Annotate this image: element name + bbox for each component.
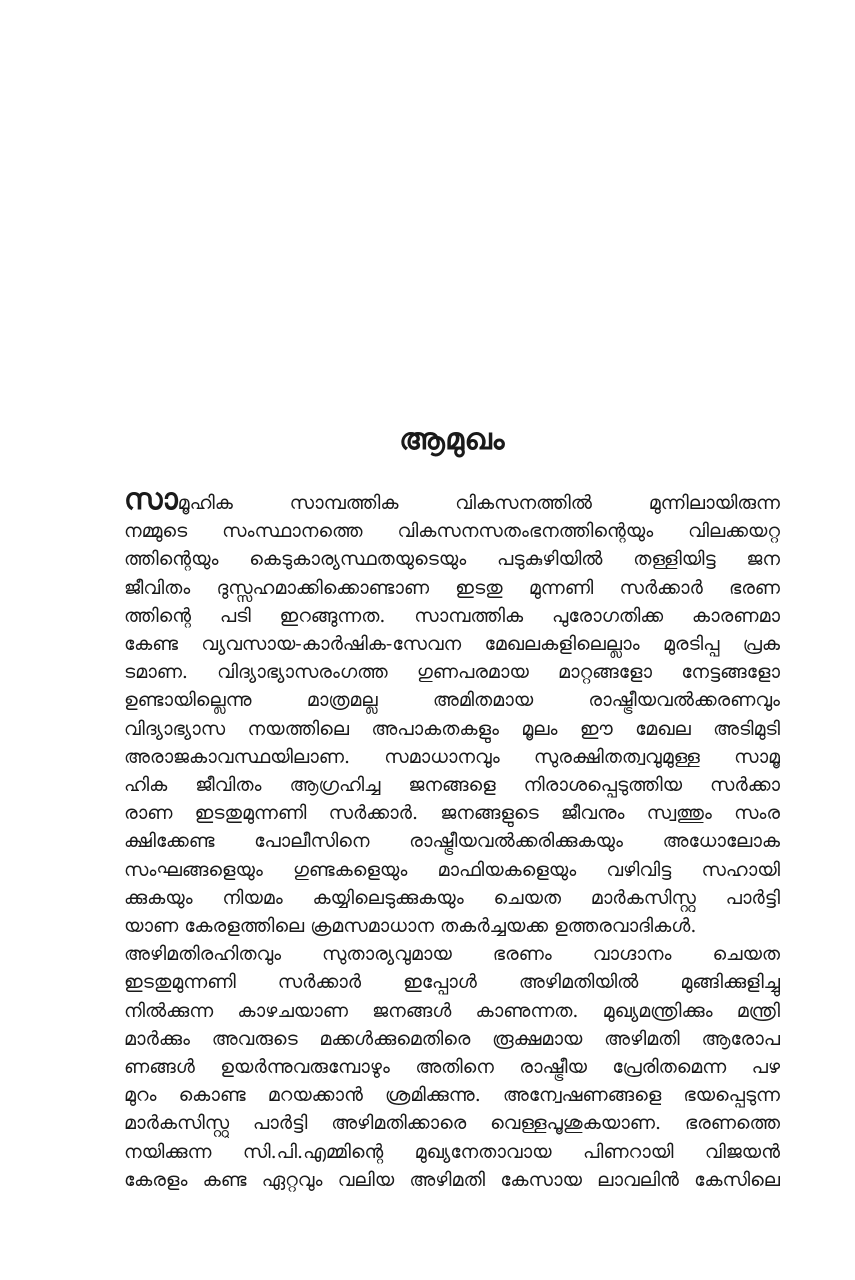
drop-cap: സാ	[124, 486, 178, 517]
text-line: അരാജകാവസ്ഥയിലാണ. സമാധാനവും സുരക്ഷിതത്വവുമുള്ള സാമൂ	[124, 745, 780, 768]
document-page	[124, 420, 780, 1194]
paragraph-1	[124, 486, 780, 940]
text-line: മുറം കൊണ്ട മറയക്കാൻ ശ്രമിക്കുന്നു. അന്വേഷണങ്ങളെ ഭയപ്പെടുന്ന	[124, 1084, 780, 1107]
text-line: നയിക്കുന്ന സി.പി.എമ്മിന്റെ മുഖ്യനേതാവായ പിണറായി വിജയൻ	[124, 1140, 780, 1163]
text-line-content: അഴിമതിരഹിതവും സുതാര്യവുമായ ഭരണം വാഗ്ദാനം ചെയത	[124, 943, 780, 966]
text-line: ക്ഷിക്കേണ്ട പോലീസിനെ രാഷ്ട്രീയവൽക്കരിക്കുകയും അധോലോക	[124, 830, 780, 853]
text-line: മാർകസിസ്റ്റു പാർട്ടി അഴിമതിക്കാരെ വെള്ളപൂശുകയാണ. ഭരണത്തെ	[124, 1112, 780, 1135]
text-line: യാണ കേരളത്തിലെ ക്രമസമാധാന തകർച്ചയക്ക ഉത്തരവാദികൾ.	[124, 915, 697, 938]
text-line: കേണ്ട വ്യവസായ-കാർഷിക-സേവന മേഖലകളിലെല്ലാം മുരടിപ്പ പ്രക	[124, 633, 780, 656]
text-line: വിദ്യാഭ്യാസ നയത്തിലെ അപാകതകളും മൂലം ഈ മേഖല അടിമുടി	[124, 717, 780, 740]
text-line: കേരളം കണ്ട ഏറ്റവും വലിയ അഴിമതി കേസായ ലാവലിൻ കേസിലെ	[124, 1168, 780, 1191]
text-line: ക്കുകയും നിയമം കയ്യിലെടുക്കുകയും ചെയത മാർകസിസ്റ്റു പാർട്ടി	[124, 886, 780, 909]
text-line-content: മൂഹിക സാമ്പത്തിക വികസനത്തിൽ മുന്നിലായിരുന്ന	[177, 492, 780, 514]
text-line	[124, 940, 780, 968]
text-line: നിൽക്കുന്ന കാഴചയാണ ജനങ്ങൾ കാണുന്നത. മുഖ്യമന്ത്രിക്കും മന്ത്രി	[124, 999, 780, 1022]
text-line: ജീവിതം ദുസ്സഹമാക്കിക്കൊണ്ടാണ ഇടതു മുന്നണി സർക്കാർ ഭരണ	[124, 576, 780, 599]
text-line: ഹിക ജീവിതം ആഗ്രഹിച്ച ജനങ്ങളെ നിരാശപ്പെടുത്തിയ സർക്കാ	[124, 774, 780, 797]
text-line: ത്തിന്റെ പടി ഇറങ്ങുന്നത. സാമ്പത്തിക പുരോഗതിക്ക കാരണമാ	[124, 604, 780, 627]
text-line: ത്തിന്റെയും കെടുകാര്യസ്ഥതയുടെയും പടുകുഴിയിൽ തള്ളിയിട്ട ജന	[124, 548, 780, 571]
text-line: ഉണ്ടായില്ലെന്നു മാത്രമല്ല അമിതമായ രാഷ്ട്രീയവൽക്കരണവും	[124, 689, 780, 712]
text-line: സംഘങ്ങളെയും ഗുണ്ടകളെയും മാഫിയകളെയും വഴിവിട്ട സഹായി	[124, 858, 780, 881]
page-title: ആമുഖം	[399, 422, 505, 457]
paragraph-2	[124, 940, 780, 1194]
text-line: നമ്മുടെ സംസ്ഥാനത്തെ വികസനസതംഭനത്തിന്റെയും വിലക്കയറ്റ	[124, 520, 780, 543]
text-line: മാർക്കും അവരുടെ മക്കൾക്കുമെതിരെ രൂക്ഷമായ അഴിമതി ആരോപ	[124, 1027, 780, 1050]
text-line: ണങ്ങൾ ഉയർന്നുവരുമ്പോഴും അതിനെ രാഷ്ട്രീയ പ്രേരിതമെന്ന പഴ	[124, 1056, 780, 1079]
text-line: ഇടതുമുന്നണി സർക്കാർ ഇപ്പോൾ അഴിമതിയിൽ മുങ്ങിക്കുളിച്ചു	[124, 971, 780, 994]
text-line	[124, 486, 780, 517]
text-line: രാണ ഇടതുമുന്നണി സർക്കാർ. ജനങ്ങളുടെ ജീവനും സ്വത്തും സംര	[124, 802, 780, 825]
text-line: ടമാണ. വിദ്യാഭ്യാസരംഗത്ത ഗുണപരമായ മാറ്റങ്ങളോ നേട്ടങ്ങളോ	[124, 661, 780, 684]
